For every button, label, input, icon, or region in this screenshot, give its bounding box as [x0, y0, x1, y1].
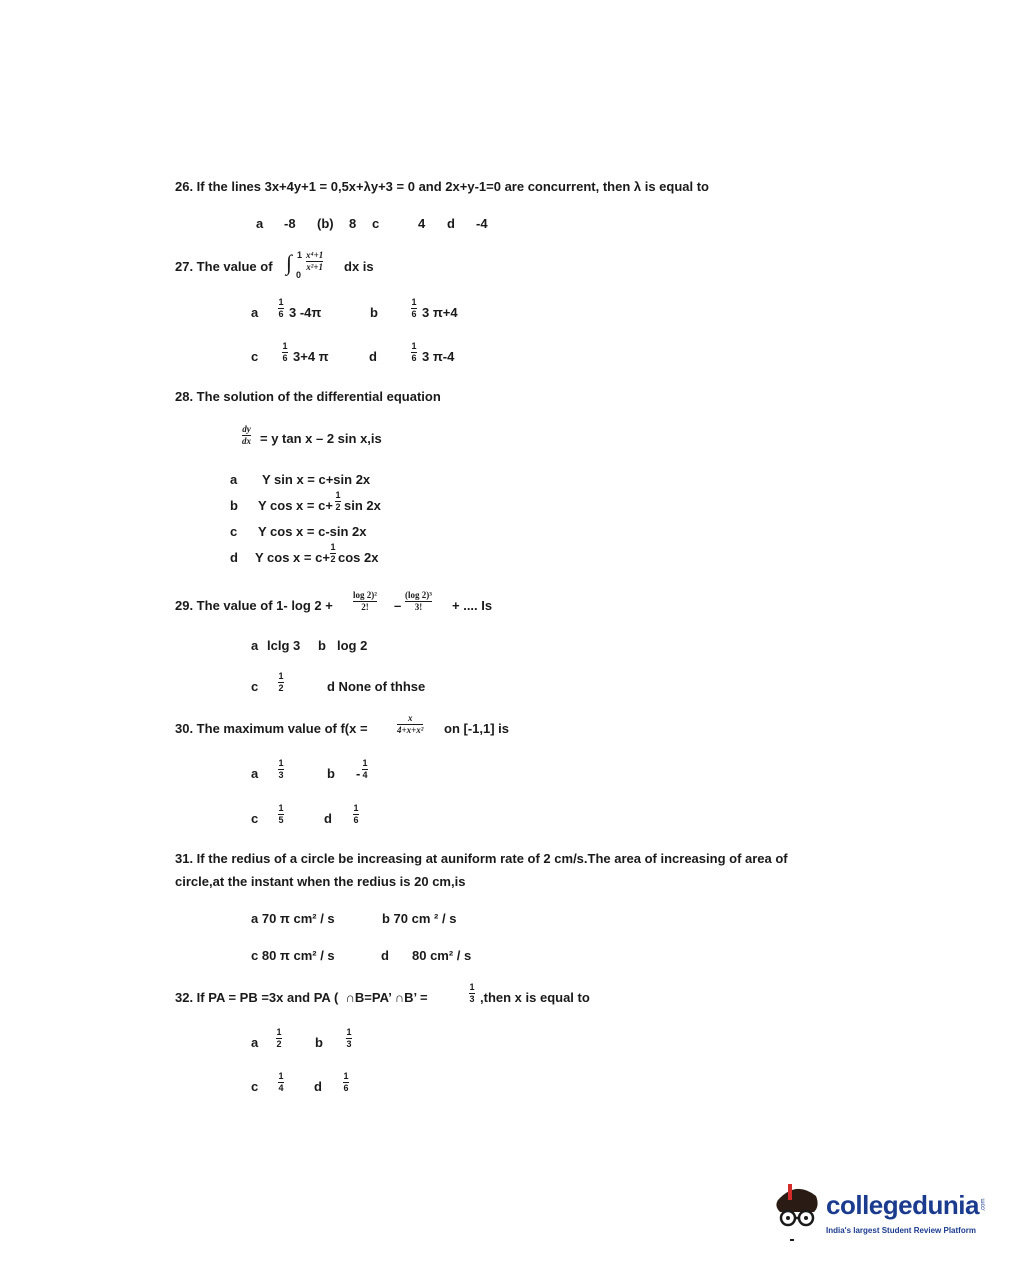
q32-suffix: ,then x is equal to — [480, 990, 590, 1005]
q27-a-numerator: 1 — [278, 297, 284, 307]
q27-integrand-denominator: x²+1 — [306, 262, 324, 272]
question-27-prefix: 27. The value of — [175, 259, 273, 274]
q29-option-c-label: c — [251, 679, 259, 694]
q27-option-d-fraction — [411, 342, 417, 363]
q32-option-d-label: d — [314, 1079, 322, 1094]
q29-term2-denominator: 3! — [414, 602, 423, 612]
q31-option-a: a 70 π cm² / s — [251, 911, 335, 926]
q26-option-b: 8 — [349, 216, 357, 231]
q32-denominator: 3 — [469, 994, 475, 1004]
logo-wordmark: collegedunia — [826, 1190, 979, 1220]
q26-option-b-label: (b) — [317, 216, 334, 231]
q28-option-c-label: c — [230, 524, 238, 539]
q29-term-1 — [353, 591, 377, 612]
q27-option-d-label: d — [369, 349, 377, 364]
q27-c-numerator: 1 — [282, 341, 288, 351]
q30-denominator: 4+x+x² — [397, 725, 424, 735]
q29-option-c-fraction — [278, 672, 284, 693]
q26-option-d-label: d — [447, 216, 455, 231]
q30-option-b-fraction — [362, 759, 368, 780]
question-28-stem: 28. The solution of the differential equation — [175, 389, 441, 404]
q28-derivative — [242, 425, 251, 446]
q30-option-a-fraction — [278, 759, 284, 780]
q27-suffix: dx is — [344, 259, 374, 274]
q28-b-numerator: 1 — [335, 490, 341, 500]
q30-option-c-label: c — [251, 811, 259, 826]
q32-option-c-label: c — [251, 1079, 259, 1094]
q29-option-a-label: a — [251, 638, 259, 653]
integral-upper-limit: 1 — [297, 250, 303, 260]
q30-option-c-fraction — [278, 804, 284, 825]
q29-option-b-label: b — [318, 638, 326, 653]
q32-d-denominator: 6 — [343, 1083, 349, 1093]
q30-function-fraction — [397, 714, 423, 735]
q29-suffix: + .... Is — [452, 598, 493, 613]
question-26-stem: 26. If the lines 3x+4y+1 = 0,5x+λy+3 = 0 and 2x+y-1=0 are concurrent, then λ is equal to — [175, 179, 710, 194]
q30-b-denominator: 4 — [362, 770, 368, 780]
q32-option-a-label: a — [251, 1035, 259, 1050]
integral-sign: ∫ — [286, 250, 293, 275]
q31-option-c: c 80 π cm² / s — [251, 948, 335, 963]
q30-numerator: x — [407, 713, 413, 723]
logo-tagline: India's largest Student Review Platform — [826, 1226, 976, 1235]
q27-integrand-numerator: x⁴+1 — [306, 250, 324, 260]
q28-dy: dy — [242, 424, 251, 434]
q27-option-a-fraction — [278, 298, 284, 319]
q28-option-c: Y cos x = c-sin 2x — [258, 524, 367, 539]
q32-a-numerator: 1 — [276, 1027, 282, 1037]
q26-option-c: 4 — [418, 216, 426, 231]
q28-option-d-label: d — [230, 550, 238, 565]
question-31-line-1: 31. If the redius of a circle be increasing at auniform rate of 2 cm/s.The area of increasing of area of — [175, 851, 788, 866]
q27-option-c-label: c — [251, 349, 259, 364]
q28-option-d-fraction — [330, 543, 336, 564]
q27-option-b-fraction — [411, 298, 417, 319]
q27-option-b-label: b — [370, 305, 378, 320]
q26-option-a-label: a — [256, 216, 264, 231]
q27-d-denominator: 6 — [411, 353, 417, 363]
q32-d-numerator: 1 — [343, 1071, 349, 1081]
q30-option-d-label: d — [324, 811, 332, 826]
q30-d-denominator: 6 — [353, 815, 359, 825]
q32-option-c-fraction — [278, 1072, 284, 1093]
q27-option-c: 3+4 π — [293, 349, 329, 364]
q32-numerator: 1 — [469, 982, 475, 992]
q30-option-b-sign: - — [356, 766, 361, 781]
q29-c-denominator: 2 — [278, 683, 284, 693]
q29-term2-numerator: (log 2)³ — [405, 590, 432, 600]
q28-option-d-post: cos 2x — [338, 550, 379, 565]
q30-option-d-fraction — [353, 804, 359, 825]
q29-c-numerator: 1 — [278, 671, 284, 681]
question-29-prefix: 29. The value of 1- log 2 + — [175, 598, 333, 613]
q28-d-denominator: 2 — [330, 554, 336, 564]
q31-option-b: b 70 cm ² / s — [382, 911, 457, 926]
q27-option-b: 3 π+4 — [422, 305, 458, 320]
q28-b-denominator: 2 — [335, 502, 341, 512]
q28-equation: = y tan x – 2 sin x,is — [260, 431, 382, 446]
q26-option-d: -4 — [476, 216, 488, 231]
q27-b-denominator: 6 — [411, 309, 417, 319]
q32-option-b-fraction — [346, 1028, 352, 1049]
mascot-icon — [766, 1176, 826, 1246]
q28-option-b-pre: Y cos x = c+ — [258, 498, 333, 513]
collegedunia-logo — [766, 1176, 996, 1246]
q28-option-b-fraction — [335, 491, 341, 512]
q27-option-a: 3 -4π — [289, 305, 322, 320]
q31-option-d: 80 cm² / s — [412, 948, 472, 963]
q29-term1-numerator: log 2)² — [353, 590, 377, 600]
q30-a-numerator: 1 — [278, 758, 284, 768]
q29-option-d: d None of thhse — [327, 679, 426, 694]
q32-c-denominator: 4 — [278, 1083, 284, 1093]
q30-b-numerator: 1 — [362, 758, 368, 768]
q27-b-numerator: 1 — [411, 297, 417, 307]
q32-b-denominator: 3 — [346, 1039, 352, 1049]
q28-dx: dx — [242, 436, 251, 446]
q28-option-d-pre: Y cos x = c+ — [255, 550, 330, 565]
question-32-prefix: 32. If PA = PB =3x and PA ( ∩B=PA’ ∩B’ = — [175, 990, 428, 1005]
q27-c-denominator: 6 — [282, 353, 288, 363]
q29-option-b: log 2 — [337, 638, 368, 653]
q27-option-a-label: a — [251, 305, 259, 320]
q30-d-numerator: 1 — [353, 803, 359, 813]
q28-option-a: Y sin x = c+sin 2x — [262, 472, 371, 487]
q31-option-d-label: d — [381, 948, 389, 963]
q28-option-a-label: a — [230, 472, 238, 487]
q32-option-a-fraction — [276, 1028, 282, 1049]
q29-term1-denominator: 2! — [361, 602, 369, 612]
q32-option-b-label: b — [315, 1035, 323, 1050]
q27-option-c-fraction — [282, 342, 288, 363]
q30-option-a-label: a — [251, 766, 259, 781]
q26-option-a: -8 — [284, 216, 296, 231]
q32-fraction — [469, 983, 475, 1004]
q32-option-d-fraction — [343, 1072, 349, 1093]
q30-option-b-label: b — [327, 766, 335, 781]
q28-option-b-post: sin 2x — [344, 498, 381, 513]
q27-option-d: 3 π-4 — [422, 349, 455, 364]
q28-d-numerator: 1 — [330, 542, 336, 552]
q32-a-denominator: 2 — [276, 1039, 282, 1049]
q30-suffix: on [-1,1] is — [444, 721, 510, 736]
q30-c-denominator: 5 — [278, 815, 284, 825]
q27-a-denominator: 6 — [278, 309, 284, 319]
q29-term-2 — [405, 591, 432, 612]
q26-option-c-label: c — [372, 216, 380, 231]
logo-domain-suffix: .com — [980, 1198, 987, 1212]
q30-c-numerator: 1 — [278, 803, 284, 813]
integral-lower-limit: 0 — [296, 270, 302, 280]
q27-d-numerator: 1 — [411, 341, 417, 351]
question-30-prefix: 30. The maximum value of f(x = — [175, 721, 368, 736]
q32-b-numerator: 1 — [346, 1027, 352, 1037]
q28-option-b-label: b — [230, 498, 238, 513]
q29-option-a: lclg 3 — [267, 638, 301, 653]
q29-minus: – — [394, 598, 402, 613]
q30-a-denominator: 3 — [278, 770, 284, 780]
q27-integrand — [306, 251, 323, 272]
q32-c-numerator: 1 — [278, 1071, 284, 1081]
question-31-line-2: circle,at the instant when the redius is 20 cm,is — [175, 874, 466, 889]
